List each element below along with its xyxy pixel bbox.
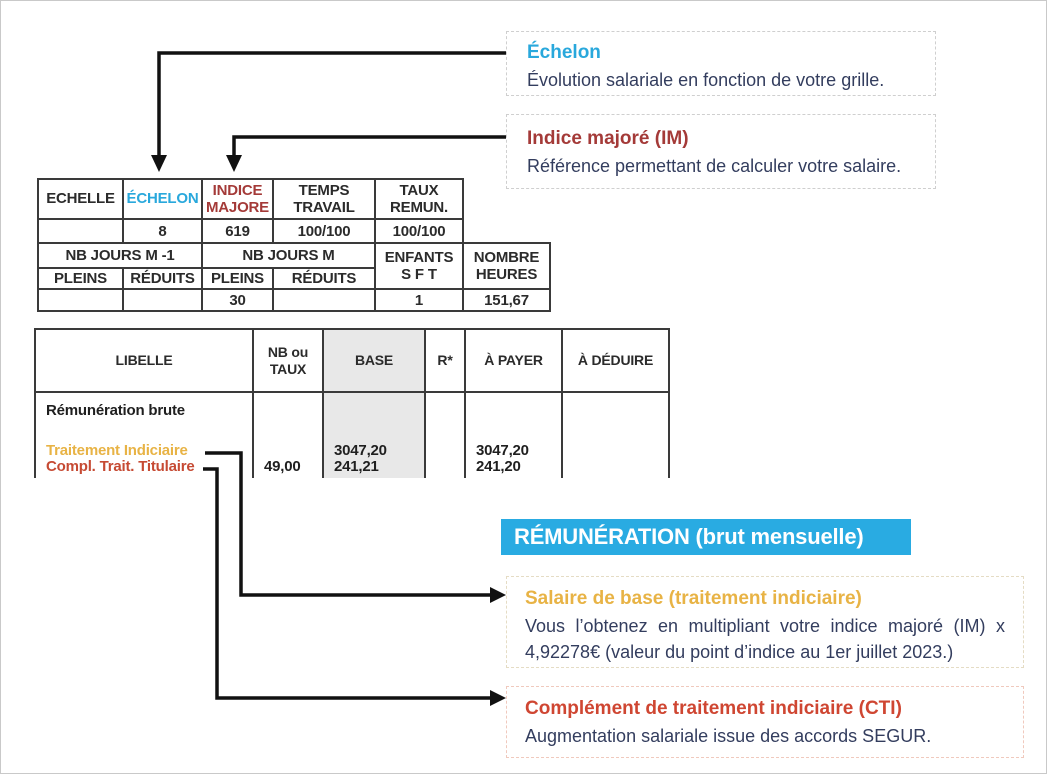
header-a-deduire: À DÉDUIRE bbox=[562, 329, 669, 392]
group-nb-jours-m: NB JOURS M bbox=[202, 243, 375, 268]
header-a-payer: À PAYER bbox=[465, 329, 562, 392]
a-payer-cell bbox=[465, 392, 562, 478]
base-cell bbox=[323, 392, 425, 478]
callout-indice-majore-title: Indice majoré (IM) bbox=[527, 128, 689, 149]
group-enfants-sft: ENFANTS S F T bbox=[375, 243, 463, 289]
ghost-cell bbox=[463, 219, 550, 243]
callout-echelon bbox=[506, 31, 936, 96]
arrow-cti-line bbox=[203, 469, 491, 698]
bottom-reduits-m bbox=[273, 289, 375, 311]
callout-cti-body: Augmentation salariale issue des accords SEGUR. bbox=[525, 726, 932, 746]
remuneration-table bbox=[34, 328, 670, 478]
callout-cti bbox=[506, 686, 1024, 758]
value-indice-majore: 619 bbox=[202, 219, 273, 243]
value-temps-travail: 100/100 bbox=[273, 219, 375, 243]
label-compl-trait-titulaire: Compl. Trait. Titulaire bbox=[46, 458, 195, 475]
group-nb-jours-m1: NB JOURS M -1 bbox=[38, 243, 202, 268]
arrowhead-right-cti bbox=[490, 690, 506, 706]
callout-echelon-title: Échelon bbox=[527, 42, 601, 63]
payslip-grid-table bbox=[37, 178, 551, 312]
callout-indice-majore-body: Référence permettant de calculer votre salaire. bbox=[527, 156, 902, 176]
sub-reduits-m1: RÉDUITS bbox=[123, 268, 202, 289]
label-traitement-indiciaire: Traitement Indiciaire bbox=[46, 442, 188, 459]
arrow-echelon-line bbox=[159, 53, 506, 157]
arrowhead-down-indice-majore bbox=[226, 155, 242, 172]
header-nb-ou-taux: NB ou TAUX bbox=[253, 329, 323, 392]
group-nombre-heures: NOMBRE HEURES bbox=[463, 243, 550, 289]
value-base-line1: 3047,20 bbox=[334, 442, 387, 459]
sub-reduits-m: RÉDUITS bbox=[273, 268, 375, 289]
arrow-indice-majore-line bbox=[234, 137, 506, 157]
value-echelle bbox=[38, 219, 123, 243]
callout-cti-title: Complément de traitement indiciaire (CTI) bbox=[525, 698, 902, 719]
header-base: BASE bbox=[323, 329, 425, 392]
callout-salaire-de-base bbox=[506, 576, 1024, 668]
header-r: R* bbox=[425, 329, 465, 392]
callout-echelon-body: Évolution salariale en fonction de votre grille. bbox=[527, 70, 885, 90]
value-echelon: 8 bbox=[123, 219, 202, 243]
callout-indice-majore bbox=[506, 114, 936, 189]
sub-pleins-m: PLEINS bbox=[202, 268, 273, 289]
remuneration-section-header: RÉMUNÉRATION (brut mensuelle) bbox=[501, 519, 911, 555]
value-taux-remun: 100/100 bbox=[375, 219, 463, 243]
value-base-line2: 241,21 bbox=[334, 458, 379, 475]
bottom-nombre-heures: 151,67 bbox=[463, 289, 550, 311]
sub-pleins-m1: PLEINS bbox=[38, 268, 123, 289]
arrowhead-down-echelon bbox=[151, 155, 167, 172]
r-cell bbox=[425, 392, 465, 478]
callout-salaire-body: Vous l’obtenez en multipliant votre indice majoré (IM) x 4,92278€ (valeur du point d’indice au 1er juillet 2023.) bbox=[525, 616, 1005, 662]
header-echelon: ÉCHELON bbox=[123, 179, 202, 219]
arrowhead-right-salaire bbox=[490, 587, 506, 603]
a-deduire-cell bbox=[562, 392, 669, 478]
header-libelle: LIBELLE bbox=[35, 329, 253, 392]
bottom-reduits-m1 bbox=[123, 289, 202, 311]
value-a-payer-line1: 3047,20 bbox=[476, 442, 529, 459]
libelle-cell bbox=[35, 392, 253, 478]
header-temps-travail: TEMPS TRAVAIL bbox=[273, 179, 375, 219]
section-remuneration-brute: Rémunération brute bbox=[46, 402, 185, 419]
value-a-payer-line2: 241,20 bbox=[476, 458, 521, 475]
bottom-pleins-m1 bbox=[38, 289, 123, 311]
bottom-enfants-sft: 1 bbox=[375, 289, 463, 311]
spacer bbox=[46, 419, 252, 443]
header-taux-remun: TAUX REMUN. bbox=[375, 179, 463, 219]
nb-taux-cell bbox=[253, 392, 323, 478]
callout-salaire-title: Salaire de base (traitement indiciaire) bbox=[525, 588, 862, 609]
value-nb-taux: 49,00 bbox=[264, 458, 301, 475]
bottom-pleins-m: 30 bbox=[202, 289, 273, 311]
header-indice-majore: INDICE MAJORE bbox=[202, 179, 273, 219]
header-echelle: ECHELLE bbox=[38, 179, 123, 219]
